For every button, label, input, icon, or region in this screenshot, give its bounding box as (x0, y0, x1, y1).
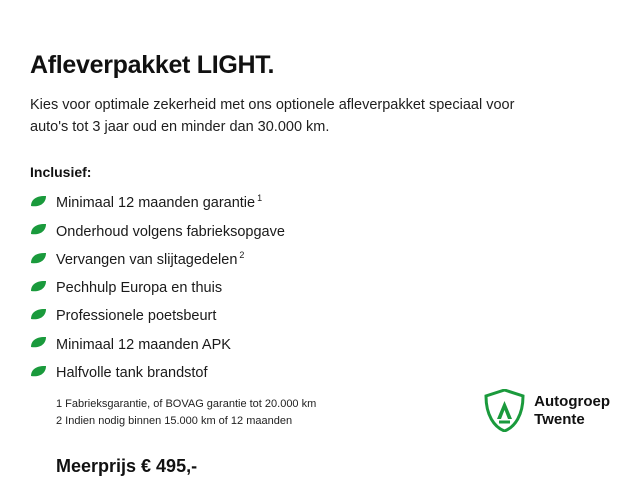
list-item-label: Onderhoud volgens fabrieksopgave (56, 223, 285, 240)
list-item-label: Minimaal 12 maanden garantie $^1$ (56, 193, 263, 212)
intro-paragraph: Kies voor optimale zekerheid met ons optionele afleverpakket speciaal voor auto's tot 3 jaar oud en minder dan 30.000 km. (30, 96, 515, 135)
brand-line-1: Autogroep (534, 393, 610, 411)
price-label: Meerprijs € 495,- (56, 456, 198, 477)
list-item (30, 250, 610, 269)
list-item-label: Vervangen van slijtagedelen $^2$ (56, 249, 245, 268)
leaf-bullet-icon (30, 195, 47, 208)
list-item-label: Pechhulp Europa en thuis (56, 279, 223, 296)
leaf-bullet-icon (30, 336, 47, 349)
footnote-marker: 2 (239, 249, 245, 260)
list-item (30, 278, 610, 297)
brand-logo (484, 389, 610, 432)
list-item-label: Professionele poetsbeurt (56, 308, 217, 325)
leaf-bullet-icon (30, 365, 47, 378)
leaf-bullet-icon (30, 252, 47, 265)
leaf-bullet-icon (30, 308, 47, 321)
includes-label: Inclusief: (30, 164, 92, 181)
footnote-marker: 1 (257, 193, 263, 204)
footnote-2: 2 Indien nodig binnen 15.000 km of 12 maanden (56, 415, 293, 428)
brand-line-2: Twente (534, 410, 585, 428)
leaf-bullet-icon (30, 280, 47, 293)
page-title: Afleverpakket LIGHT. (30, 51, 275, 79)
brand-logo-text (534, 393, 610, 428)
list-item (30, 363, 610, 382)
list-item-label: Minimaal 12 maanden APK (56, 336, 231, 353)
autogroep-twente-shield-icon (484, 389, 525, 432)
footnote-1: 1 Fabrieksgarantie, of BOVAG garantie tot 20.000 km (56, 397, 317, 410)
includes-list (30, 193, 610, 382)
list-item (30, 306, 610, 325)
list-item (30, 193, 610, 212)
list-item (30, 335, 610, 354)
list-item-label: Halfvolle tank brandstof (56, 364, 208, 381)
leaf-bullet-icon (30, 223, 47, 236)
list-item (30, 222, 610, 241)
